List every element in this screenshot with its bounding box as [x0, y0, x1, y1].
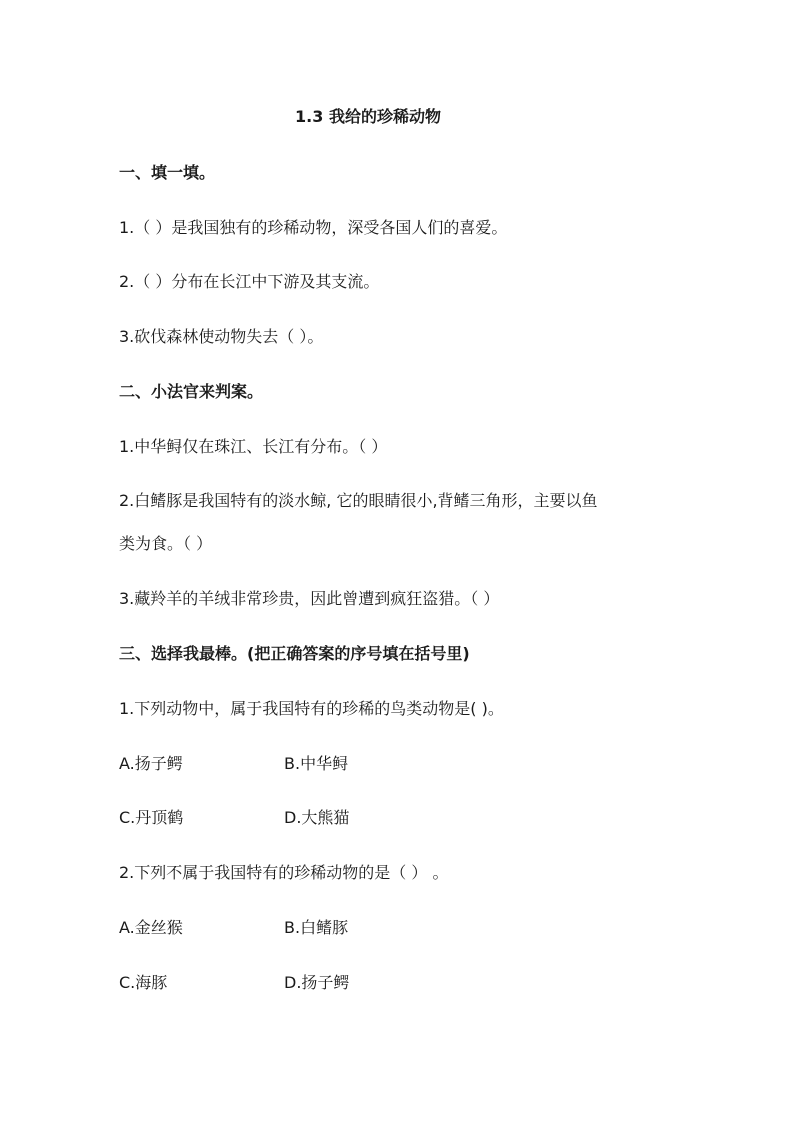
- section3-question-1-options-row2: [119, 808, 349, 828]
- section2-question-3: 3.藏羚羊的羊绒非常珍贵，因此曾遭到疯狂盗猎。（ ）: [119, 589, 500, 608]
- option-b: B.白鳍豚: [284, 918, 349, 937]
- option-d: D.大熊猫: [284, 808, 350, 827]
- option-a: A.金丝猴: [119, 918, 183, 937]
- page-title: 1.3 我给的珍稀动物: [295, 107, 441, 126]
- option-d: D.扬子鳄: [284, 973, 350, 992]
- option-a: A.扬子鳄: [119, 754, 183, 773]
- section1-question-3: 3.砍伐森林使动物失去（ ）。: [119, 327, 324, 346]
- section2-question-2-line2: 类为食。（ ）: [119, 534, 213, 553]
- section3-question-2-options-row2: [119, 973, 349, 993]
- section1-question-1: 1.（ ）是我国独有的珍稀动物，深受各国人们的喜爱。: [119, 218, 508, 237]
- section3-question-1-stem: 1.下列动物中，属于我国特有的珍稀的鸟类动物是( )。: [119, 699, 504, 718]
- option-b: B.中华鲟: [284, 754, 349, 773]
- option-c: C.海豚: [119, 973, 168, 992]
- section3-question-1-options-row1: [119, 754, 348, 774]
- section1-heading: 一、填一填。: [119, 163, 216, 182]
- section2-heading: 二、小法官来判案。: [119, 382, 264, 401]
- option-c: C.丹顶鹤: [119, 808, 184, 827]
- section3-question-2-stem: 2.下列不属于我国特有的珍稀动物的是（ ） 。: [119, 863, 449, 882]
- section1-question-2: 2.（ ）分布在长江中下游及其支流。: [119, 272, 380, 291]
- section3-heading: 三、选择我最棒。(把正确答案的序号填在括号里): [119, 644, 470, 663]
- section2-question-2-line1: 2.白鳍豚是我国特有的淡水鲸, 它的眼睛很小,背鳍三角形，主要以鱼: [119, 491, 598, 510]
- section2-question-1: 1.中华鲟仅在珠江、长江有分布。（ ）: [119, 437, 388, 456]
- section3-question-2-options-row1: [119, 918, 348, 938]
